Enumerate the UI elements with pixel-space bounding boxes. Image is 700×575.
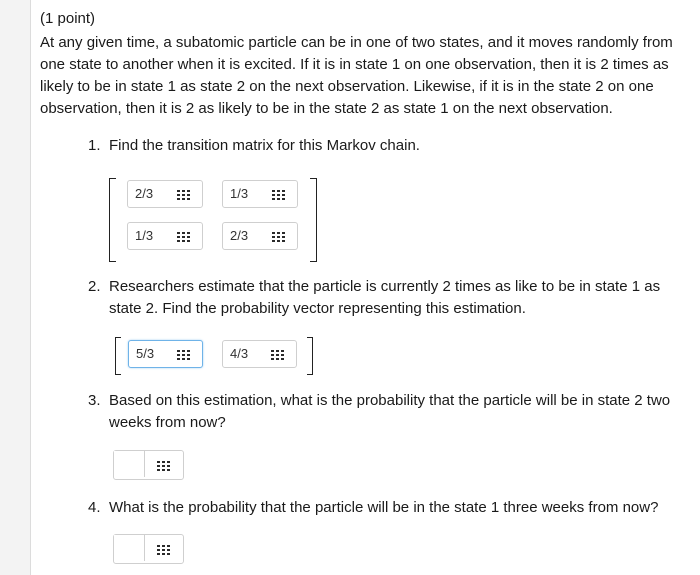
- question-1-text: Find the transition matrix for this Markov chain.: [109, 137, 420, 154]
- question-1: [88, 135, 688, 157]
- question-2: [88, 276, 688, 320]
- vector-right-bracket: [307, 337, 313, 375]
- matrix-grid-icon[interactable]: [272, 232, 286, 242]
- q4-answer-input[interactable]: [113, 534, 184, 564]
- vector-v2-input[interactable]: 4/3: [222, 340, 297, 368]
- matrix-grid-icon[interactable]: [157, 461, 171, 471]
- matrix-grid-icon[interactable]: [157, 545, 171, 555]
- question-3-text: Based on this estimation, what is the probability that the particle will be in state 2 two weeks from now?: [109, 392, 671, 431]
- question-4: [88, 497, 688, 519]
- vector-left-bracket: [115, 337, 121, 375]
- matrix-right-bracket: [310, 178, 317, 262]
- matrix-left-bracket: [109, 178, 116, 262]
- matrix-r1c2-input[interactable]: 1/3: [222, 180, 298, 208]
- q3-answer-input[interactable]: [113, 450, 184, 480]
- matrix-grid-icon[interactable]: [177, 190, 191, 200]
- question-2-text: Researchers estimate that the particle is currently 2 times as like to be in state 1 as state 2. Find the probability vector representing this estimation.: [109, 278, 661, 317]
- matrix-r1c1-input[interactable]: 2/3: [127, 180, 203, 208]
- question-2-number: 2.: [88, 278, 101, 295]
- matrix-grid-icon[interactable]: [272, 190, 286, 200]
- points-label: (1 point): [40, 10, 96, 27]
- question-3: [88, 390, 693, 434]
- question-1-number: 1.: [88, 137, 101, 154]
- question-4-number: 4.: [88, 499, 101, 516]
- matrix-grid-icon[interactable]: [177, 350, 191, 360]
- question-3-number: 3.: [88, 392, 101, 409]
- problem-intro: At any given time, a subatomic particle can be in one of two states, and it moves randomly from one state to another when it is excited. If it is in state 1 on one observation, then it is 2 times as likely to be in state 1 as state 2 on the next observation. Likewise, if it is in the state 2 on one observation, then it is 2 as likely to be in the state 2 as state 1 on the next observation.: [40, 34, 673, 117]
- matrix-grid-icon[interactable]: [271, 350, 285, 360]
- matrix-r2c1-input[interactable]: 1/3: [127, 222, 203, 250]
- question-4-text: What is the probability that the particle will be in the state 1 three weeks from now?: [109, 499, 659, 516]
- vector-v1-input[interactable]: 5/3: [128, 340, 203, 368]
- matrix-r2c2-input[interactable]: 2/3: [222, 222, 298, 250]
- matrix-grid-icon[interactable]: [177, 232, 191, 242]
